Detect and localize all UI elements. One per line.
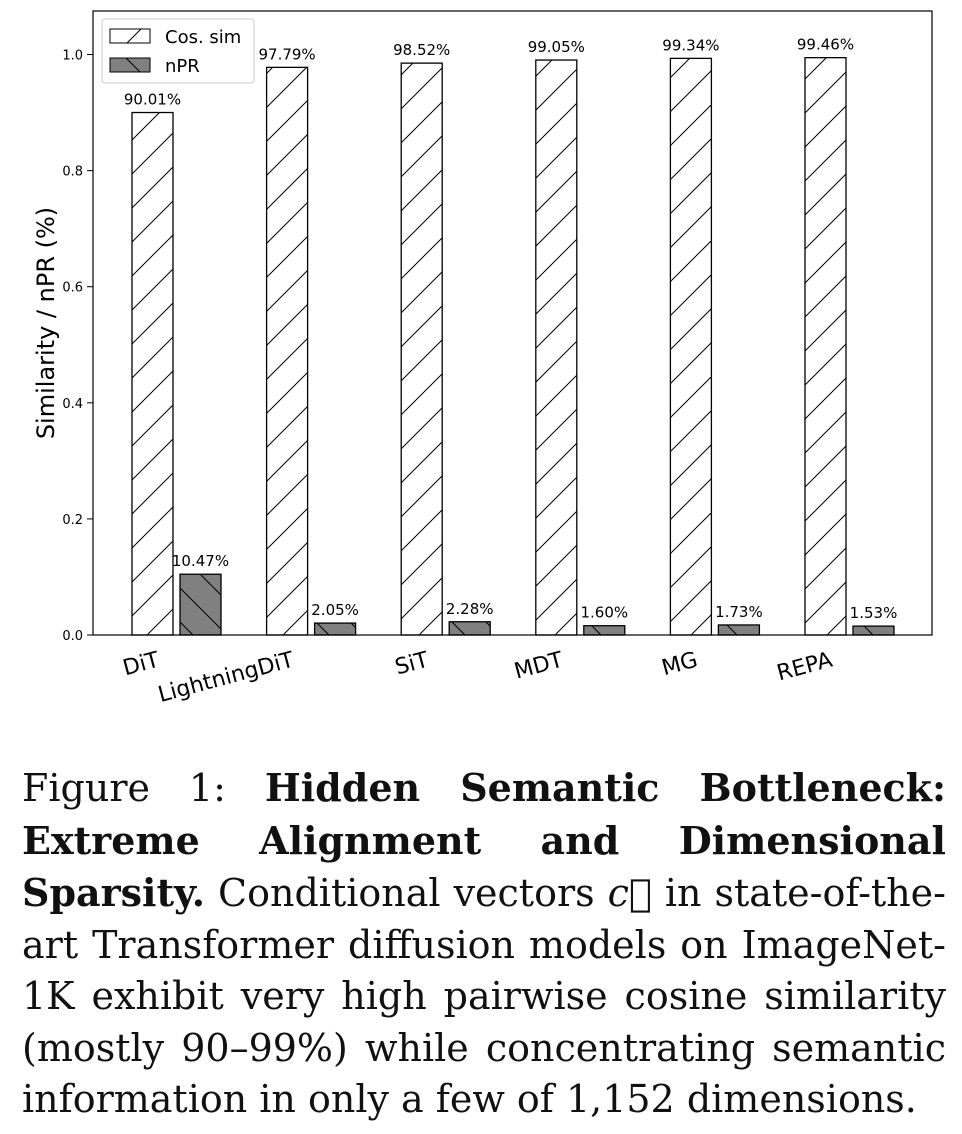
bar-cos-sim-sit [401,63,442,635]
value-label-cos-sim-sit: 98.52% [393,41,451,60]
bar-cos-sim-lightningdit [267,67,308,635]
value-label-npr-mg: 1.73% [715,602,763,621]
y-tick-label-0-6: 0.6 [62,280,83,296]
bar-npr-mdt [584,626,625,635]
legend-label-npr: nPR [165,56,200,77]
value-label-cos-sim-lightningdit: 97.79% [258,45,316,64]
caption-title: Hidden Semantic Bottleneck: Extreme Alignment and Dimensional Sparsity. [22,765,946,915]
value-label-npr-repa: 1.53% [849,604,898,623]
x-tick-label-mdt: MDT [511,647,566,685]
bar-npr-dit [180,574,221,635]
x-tick-label-dit: DiT [120,647,163,682]
x-tick-label-sit: SiT [392,647,432,681]
legend-swatch-cos-sim [110,29,150,43]
value-label-npr-dit: 10.47% [171,552,230,571]
caption-text-before: Conditional vectors [218,871,595,915]
y-tick-label-0-8: 0.8 [62,164,83,180]
value-label-npr-sit: 2.28% [445,599,494,618]
y-tick-label-0-4: 0.4 [62,396,83,412]
bar-npr-mg [718,625,759,635]
x-tick-label-lightningdit: LightningDiT [155,647,297,708]
caption-vector-symbol: c⃗ [607,871,652,915]
bar-cos-sim-mdt [536,60,577,635]
figure-caption [22,762,946,1126]
bar-npr-lightningdit [315,623,356,635]
y-axis-label: Similarity / nPR (%) [32,206,60,440]
y-tick-label-0-2: 0.2 [62,512,83,528]
x-tick-label-repa: REPA [774,647,836,687]
caption-text-after: in state-of-the-art Transformer diffusion models on ImageNet-1K exhibit very high pairwise cosine similarity (mostly 90–99%) while concentrating semantic information in only a few of 1,152 dimensions. [22,871,946,1121]
bar-cos-sim-repa [805,58,846,635]
value-label-cos-sim-mdt: 99.05% [527,38,585,57]
value-label-npr-lightningdit: 2.05% [311,601,359,620]
caption-prefix: Figure 1: [22,766,226,810]
bar-npr-sit [449,622,490,635]
value-label-cos-sim-mg: 99.34% [662,36,720,55]
y-tick-label-0-0: 0.0 [62,629,83,644]
legend-label-cos-sim: Cos. sim [165,27,242,48]
value-label-cos-sim-repa: 99.46% [796,35,855,54]
bar-cos-sim-mg [670,58,711,635]
value-label-npr-mdt: 1.60% [580,603,629,622]
value-label-cos-sim-dit: 90.01% [123,90,182,109]
legend-swatch-npr [110,58,150,72]
y-tick-label-1-0: 1.0 [62,48,83,64]
x-tick-label-mg: MG [659,647,701,682]
bar-cos-sim-dit [132,113,173,635]
bar-npr-repa [853,626,894,635]
legend [102,19,254,83]
